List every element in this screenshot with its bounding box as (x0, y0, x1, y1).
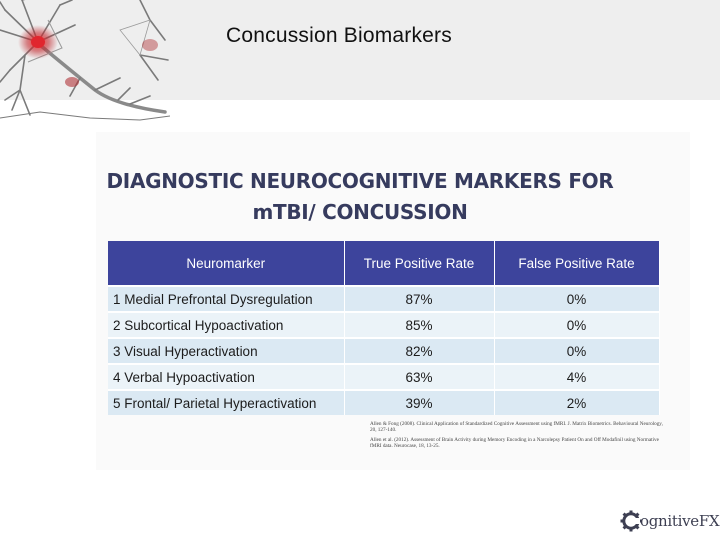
true-positive-rate-cell: 63% (344, 364, 494, 390)
references (370, 421, 665, 452)
table-row (108, 338, 659, 364)
reference-item: Allen & Fong (2008). Clinical Application of Standardized Cognitive Assessment using fMRI. J. Matrix Biometrics. Behavioural Neurology, 20, 127-140. (370, 421, 663, 434)
neuron-illustration (0, 0, 170, 125)
panel-heading (100, 166, 620, 228)
gear-icon (620, 510, 642, 532)
table-row (108, 364, 659, 390)
true-positive-rate-cell: 82% (344, 338, 494, 364)
false-positive-rate-cell: 0% (494, 338, 659, 364)
false-positive-rate-cell: 2% (494, 390, 659, 415)
slide-title: Concussion Biomarkers (226, 24, 452, 47)
table-header-row (108, 241, 659, 286)
false-positive-rate-cell: 4% (494, 364, 659, 390)
table-row (108, 312, 659, 338)
neuromarker-cell: 4 Verbal Hypoactivation (108, 364, 344, 390)
table-row (108, 286, 659, 312)
column-header-false-positive-rate: False Positive Rate (494, 241, 659, 286)
true-positive-rate-cell: 87% (344, 286, 494, 312)
cognitivefx-logo (620, 508, 719, 534)
false-positive-rate-cell: 0% (494, 286, 659, 312)
panel-heading-line-1: DIAGNOSTIC NEUROCOGNITIVE MARKERS FOR (106, 169, 614, 193)
table-row (108, 390, 659, 415)
true-positive-rate-cell: 85% (344, 312, 494, 338)
neuromarker-cell: 5 Frontal/ Parietal Hyperactivation (108, 390, 344, 415)
true-positive-rate-cell: 39% (344, 390, 494, 415)
column-header-true-positive-rate: True Positive Rate (344, 241, 494, 286)
markers-table (108, 241, 660, 415)
neuromarker-cell: 3 Visual Hyperactivation (108, 338, 344, 364)
false-positive-rate-cell: 0% (494, 312, 659, 338)
column-header-neuromarker: Neuromarker (108, 241, 344, 286)
logo-text: ognitiveFX (640, 512, 720, 530)
reference-item: Allen et al. (2012). Assessment of Brain Activity during Memory Encoding in a Narcolepsy Patient On and Off Modafinil using Normative fMRI data. Neurocase, 18, 13-25. (370, 436, 659, 449)
neuromarker-cell: 2 Subcortical Hypoactivation (108, 312, 344, 338)
neuromarker-cell: 1 Medial Prefrontal Dysregulation (108, 286, 344, 312)
panel-heading-line-2: mTBI/ CONCUSSION (252, 200, 468, 224)
